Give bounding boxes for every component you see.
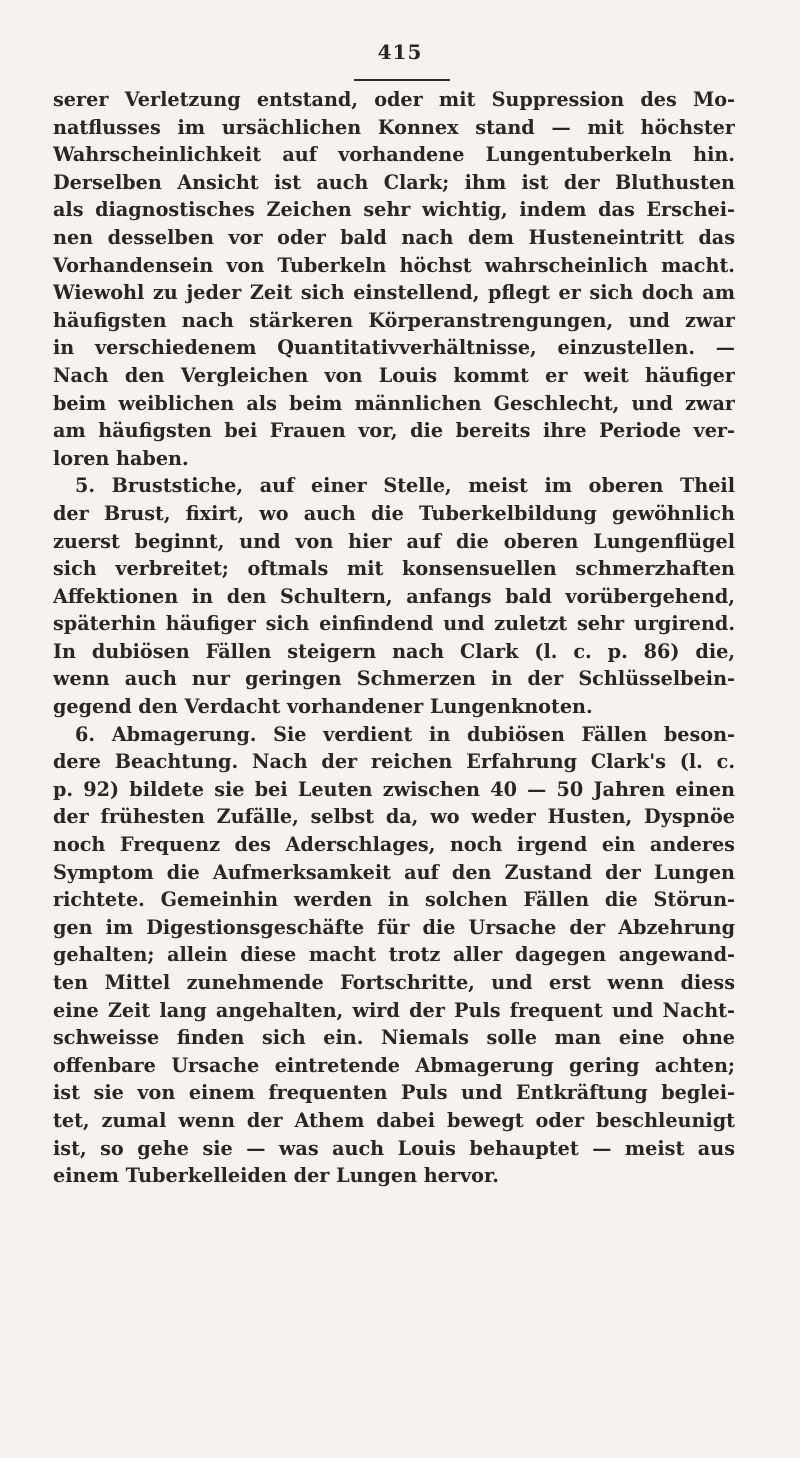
text-line-11: Nach den Vergleichen von Louis kommt er weit häufiger	[53, 363, 735, 387]
text-line-24: 6. Abmagerung. Sie verdient in dubiösen Fällen beson-	[75, 722, 735, 746]
text-line-21: In dubiösen Fällen steigern nach Clark (l. c. p. 86) die,	[53, 639, 735, 663]
text-line-10: in verschiedenem Quantitativverhältnisse, einzustellen. —	[53, 336, 735, 360]
text-line-40: einem Tuberkelleiden der Lungen hervor.	[53, 1164, 499, 1188]
text-line-7: Vorhandensein von Tuberkeln höchst wahrscheinlich macht.	[53, 253, 735, 277]
text-line-15: 5. Bruststiche, auf einer Stelle, meist im oberen Theil	[75, 474, 735, 498]
text-line-30: richtete. Gemeinhin werden in solchen Fällen die Störun-	[53, 888, 735, 912]
text-line-35: schweisse finden sich ein. Niemals solle man eine ohne	[53, 1026, 735, 1050]
page-number: 415	[377, 40, 423, 64]
text-line-1: serer Verletzung entstand, oder mit Suppression des Mo-	[53, 88, 735, 111]
text-line-22: wenn auch nur geringen Schmerzen in der Schlüsselbein-	[53, 667, 735, 691]
text-line-2: natflusses im ursächlichen Konnex stand — mit höchster	[53, 115, 735, 139]
text-line-16: der Brust, fixirt, wo auch die Tuberkelbildung gewöhnlich	[53, 501, 735, 525]
header-rule	[354, 79, 450, 81]
text-line-28: noch Frequenz des Aderschlages, noch irgend ein anderes	[53, 833, 735, 857]
text-line-18: sich verbreitet; oftmals mit konsensuellen schmerzhaften	[53, 557, 735, 581]
text-line-3: Wahrscheinlichkeit auf vorhandene Lungentuberkeln hin.	[53, 143, 735, 167]
text-line-8: Wiewohl zu jeder Zeit sich einstellend, pflegt er sich doch am	[53, 281, 735, 305]
text-line-25: dere Beachtung. Nach der reichen Erfahrung Clark's (l. c.	[53, 750, 735, 774]
body-text	[53, 86, 735, 1190]
text-line-36: offenbare Ursache eintretende Abmagerung gering achten;	[53, 1053, 735, 1077]
text-line-17: zuerst beginnt, und von hier auf die oberen Lungenflügel	[53, 529, 735, 553]
text-line-20: späterhin häufiger sich einfindend und zuletzt sehr urgirend.	[53, 612, 735, 636]
text-line-13: am häufigsten bei Frauen vor, die bereits ihre Periode ver-	[53, 419, 735, 443]
text-line-14: loren haben.	[53, 446, 189, 470]
text-line-12: beim weiblichen als beim männlichen Geschlecht, und zwar	[53, 391, 735, 415]
text-line-31: gen im Digestionsgeschäfte für die Ursache der Abzehrung	[53, 915, 735, 939]
text-line-26: p. 92) bildete sie bei Leuten zwischen 40 — 50 Jahren einen	[53, 777, 735, 801]
text-line-29: Symptom die Aufmerksamkeit auf den Zustand der Lungen	[53, 860, 735, 884]
text-line-34: eine Zeit lang angehalten, wird der Puls frequent und Nacht-	[53, 998, 735, 1022]
text-line-33: ten Mittel zunehmende Fortschritte, und erst wenn diess	[53, 971, 735, 994]
text-line-4: Derselben Ansicht ist auch Clark; ihm ist der Bluthusten	[53, 170, 735, 194]
text-line-23: gegend den Verdacht vorhandener Lungenknoten.	[53, 695, 593, 719]
text-line-19: Affektionen in den Schultern, anfangs bald vorübergehend,	[53, 584, 735, 608]
text-line-37: ist sie von einem frequenten Puls und Entkräftung beglei-	[53, 1081, 735, 1105]
text-line-38: tet, zumal wenn der Athem dabei bewegt oder beschleunigt	[53, 1108, 735, 1132]
text-line-5: als diagnostisches Zeichen sehr wichtig, indem das Erschei-	[53, 198, 735, 222]
text-line-9: häufigsten nach stärkeren Körperanstrengungen, und zwar	[53, 308, 735, 332]
text-line-27: der frühesten Zufälle, selbst da, wo weder Husten, Dyspnöe	[53, 805, 735, 829]
text-line-39: ist, so gehe sie — was auch Louis behauptet — meist aus	[53, 1136, 735, 1160]
text-line-6: nen desselben vor oder bald nach dem Husteneintritt das	[53, 225, 735, 249]
text-line-32: gehalten; allein diese macht trotz aller dagegen angewand-	[53, 943, 735, 967]
